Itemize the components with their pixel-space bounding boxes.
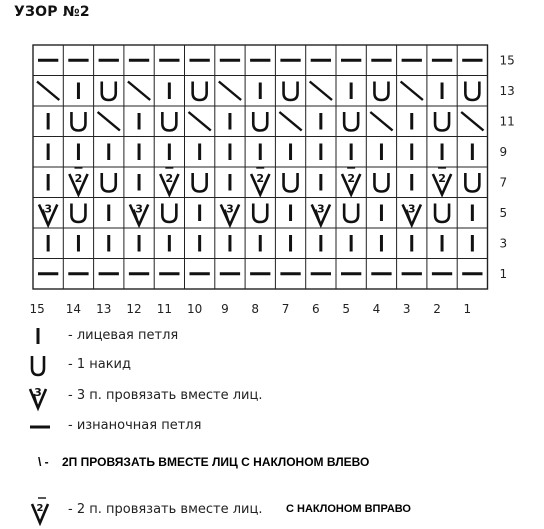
stitch-number-label: 2 bbox=[347, 172, 355, 185]
stitch-number-label: 2 bbox=[74, 172, 83, 185]
yarn-over-symbol bbox=[435, 204, 449, 223]
left-slant-decrease-symbol bbox=[219, 82, 241, 101]
yarn-over-symbol bbox=[193, 173, 207, 192]
legend-knit-text: - лицевая петля bbox=[68, 328, 179, 343]
left-slant-decrease-symbol bbox=[128, 82, 150, 101]
stitch-number-label: 3 bbox=[44, 202, 52, 216]
left-slant-decrease-symbol bbox=[98, 112, 120, 131]
two-number-glyph: 2 bbox=[36, 503, 44, 514]
column-number-label: 6 bbox=[312, 302, 320, 316]
legend-left-slant-prefix: \ - bbox=[38, 455, 49, 469]
column-number-label: 5 bbox=[342, 302, 350, 316]
row-number-label: 5 bbox=[499, 205, 508, 220]
yarn-over-symbol bbox=[465, 82, 479, 101]
column-number-label: 15 bbox=[29, 302, 45, 316]
yarn-over-symbol bbox=[435, 112, 449, 131]
legend-purl bbox=[0, 415, 544, 441]
row-number-label: 13 bbox=[499, 83, 515, 98]
yarn-over-symbol bbox=[71, 112, 85, 131]
pattern-title: УЗОР №2 bbox=[14, 4, 90, 20]
yarn-over-symbol bbox=[71, 204, 85, 223]
legend-yarn-over bbox=[0, 353, 544, 379]
yarn-over-symbol bbox=[344, 204, 358, 223]
yarn-over-symbol bbox=[374, 82, 388, 101]
column-number-label: 11 bbox=[156, 302, 172, 316]
legend-right-slant bbox=[0, 496, 544, 526]
stitch-number-label: 3 bbox=[135, 202, 143, 216]
yarn-over-symbol bbox=[253, 204, 267, 223]
row-number-label: 15 bbox=[499, 53, 515, 68]
left-slant-decrease-symbol bbox=[401, 82, 423, 101]
yarn-over-symbol bbox=[102, 82, 116, 101]
legend-three-together bbox=[0, 382, 544, 412]
yarn-over-symbol bbox=[162, 112, 176, 131]
left-slant-decrease-symbol bbox=[189, 112, 211, 131]
column-number-label: 1 bbox=[463, 302, 472, 316]
stitch-number-label: 3 bbox=[317, 202, 325, 216]
row-number-label: 1 bbox=[499, 266, 508, 281]
row-number-label: 9 bbox=[499, 144, 508, 159]
yarn-over-symbol bbox=[374, 173, 388, 192]
stitch-number-label: 3 bbox=[407, 202, 416, 216]
knit-stitch-icon bbox=[0, 324, 60, 350]
left-slant-decrease-symbol bbox=[370, 112, 392, 131]
column-number-label: 9 bbox=[221, 302, 229, 316]
legend-left-slant-text: 2П ПРОВЯЗАТЬ ВМЕСТЕ ЛИЦ С НАКЛОНОМ ВЛЕВО bbox=[62, 455, 370, 469]
two-together-right-icon bbox=[0, 496, 64, 526]
yarn-over-icon bbox=[0, 353, 60, 379]
column-number-label: 8 bbox=[251, 302, 260, 316]
stitch-number-label: 2 bbox=[438, 172, 446, 185]
legend-right-slant-suffix: С НАКЛОНОМ ВПРАВО bbox=[286, 503, 411, 515]
three-number-glyph: 3 bbox=[34, 386, 42, 399]
legend-three-together-text: - 3 п. провязать вместе лиц. bbox=[68, 388, 263, 403]
purl-stitch-icon bbox=[0, 415, 60, 441]
yarn-over-symbol bbox=[284, 82, 298, 101]
yarn-over-symbol bbox=[344, 112, 358, 131]
column-number-label: 10 bbox=[187, 302, 203, 316]
stitch-number-label: 2 bbox=[256, 172, 265, 185]
left-slant-decrease-symbol bbox=[279, 112, 301, 131]
yarn-over-symbol bbox=[193, 82, 207, 101]
column-number-label: 4 bbox=[372, 302, 381, 316]
column-number-label: 2 bbox=[433, 302, 441, 316]
left-slant-decrease-symbol bbox=[310, 82, 332, 101]
stitch-number-label: 2 bbox=[165, 172, 174, 185]
column-number-label: 13 bbox=[96, 302, 112, 316]
column-number-label: 14 bbox=[65, 302, 82, 316]
yarn-over-symbol bbox=[465, 173, 479, 192]
stitch-number-label: 3 bbox=[226, 202, 234, 216]
legend-right-slant-text: - 2 п. провязать вместе лиц. bbox=[68, 502, 263, 517]
yarn-over-symbol bbox=[253, 112, 267, 131]
yarn-over-symbol bbox=[284, 173, 298, 192]
legend-yarn-over-text: - 1 накид bbox=[68, 357, 131, 372]
left-slant-decrease-symbol bbox=[461, 112, 483, 131]
yarn-over-symbol bbox=[162, 204, 176, 223]
row-number-label: 11 bbox=[499, 114, 515, 129]
row-number-label: 3 bbox=[499, 236, 508, 251]
column-number-label: 7 bbox=[281, 302, 290, 316]
row-number-label: 7 bbox=[499, 175, 508, 190]
yarn-over-symbol bbox=[102, 173, 116, 192]
column-number-label: 12 bbox=[126, 302, 142, 316]
column-number-label: 3 bbox=[402, 302, 411, 316]
left-slant-decrease-symbol bbox=[37, 82, 59, 101]
three-together-icon bbox=[0, 382, 60, 412]
legend-knit bbox=[0, 324, 544, 350]
legend-left-slant bbox=[0, 452, 544, 478]
legend-purl-text: - изнаночная петля bbox=[68, 418, 202, 433]
